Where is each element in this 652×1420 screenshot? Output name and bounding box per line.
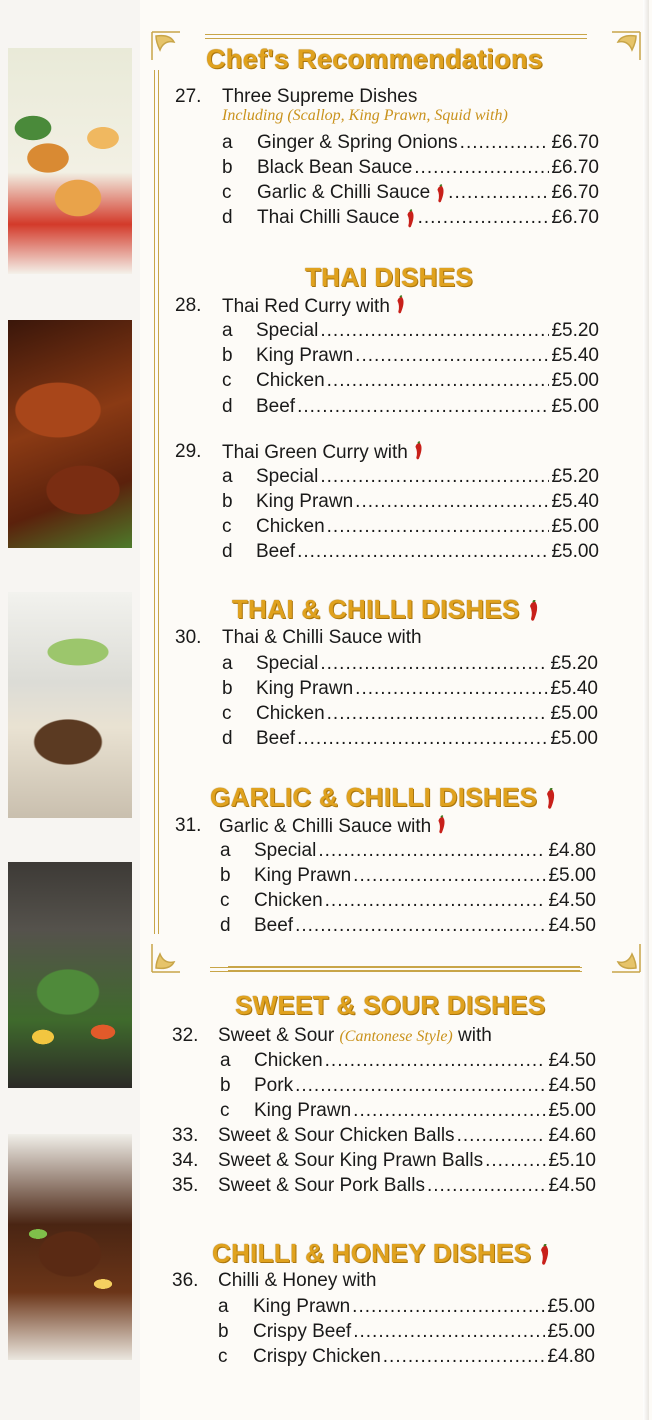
section-title-with-chilli: CHILLI & HONEY DISHES [212, 1238, 551, 1269]
item-name: Sweet & Sour Chicken Balls [218, 1125, 455, 1146]
item-name: Garlic & Chilli Sauce [257, 182, 431, 203]
item-name: Beef [256, 541, 296, 562]
item-price: £4.80 [548, 840, 596, 861]
menu-item [256, 678, 598, 700]
item-price: £4.50 [548, 1050, 596, 1071]
item-price: £5.40 [550, 678, 598, 699]
item-name: Pork [254, 1075, 294, 1096]
menu-item [256, 320, 599, 342]
item-name: Chicken [254, 890, 323, 911]
dish-number: 31. [175, 815, 202, 836]
item-price: £5.10 [548, 1150, 596, 1171]
option-letter: d [222, 207, 233, 228]
item-price: £5.40 [551, 491, 599, 512]
item-name: Beef [256, 396, 296, 417]
item-price: £6.70 [551, 182, 599, 203]
option-letter: b [222, 678, 233, 699]
item-name: Special [256, 466, 319, 487]
item-price: £4.60 [548, 1125, 596, 1146]
item-price: £5.00 [550, 703, 598, 724]
chilli-pepper-icon [434, 184, 446, 204]
option-letter: d [222, 541, 233, 562]
chilli-pepper-icon [543, 788, 557, 810]
item-name: Chicken [256, 703, 325, 724]
item-name: King Prawn [253, 1296, 351, 1317]
section-divider [228, 966, 580, 967]
item-price: £5.00 [551, 396, 599, 417]
page-edge [643, 0, 649, 1420]
stir-fry-vegetables-photo [8, 862, 132, 1088]
menu-item [256, 466, 599, 488]
chilli-pepper-icon [526, 600, 540, 622]
item-name: King Prawn [254, 865, 352, 886]
photo-strip [0, 0, 140, 1420]
menu-item [256, 703, 598, 725]
item-name: Ginger & Spring Onions [257, 132, 458, 153]
chilli-pepper-icon [394, 295, 406, 315]
item-name: King Prawn [256, 345, 354, 366]
item-price: £4.50 [548, 1075, 596, 1096]
item-name: King Prawn [254, 1100, 352, 1121]
item-price: £6.70 [551, 207, 599, 228]
menu-item [256, 491, 599, 513]
item-name: Beef [254, 915, 294, 936]
option-letter: b [222, 157, 233, 178]
item-price: £5.00 [547, 1296, 595, 1317]
menu-item [254, 840, 596, 862]
item-name: Black Bean Sauce [257, 157, 413, 178]
menu-item [257, 157, 599, 179]
item-price: £5.00 [550, 728, 598, 749]
section-title: THAI DISHES [305, 262, 473, 292]
item-name: Thai Chilli Sauce [257, 207, 400, 228]
ribs-photo [8, 320, 132, 548]
dish-name: Chilli & Honey with [218, 1270, 377, 1291]
chilli-pepper-icon [537, 1244, 551, 1266]
option-letter: a [222, 320, 233, 341]
item-price: £5.00 [547, 1321, 595, 1342]
dish-number: 27. [175, 86, 202, 107]
dish-number: 30. [175, 627, 202, 648]
item-price: £5.20 [551, 466, 599, 487]
menu-item [256, 370, 599, 392]
option-letter: a [220, 1050, 231, 1071]
pancake-wraps-photo [8, 592, 132, 818]
item-name: Chicken [256, 516, 325, 537]
chilli-pepper-icon [404, 209, 416, 229]
option-letter: b [222, 345, 233, 366]
option-letter: a [220, 840, 231, 861]
dish-name: Three Supreme Dishes [222, 86, 418, 107]
menu-item [254, 915, 596, 937]
option-letter: a [222, 466, 233, 487]
section-title: Chef's Recommendations [206, 44, 544, 74]
dish-number: 28. [175, 295, 202, 316]
section-title: SWEET & SOUR DISHES [235, 990, 546, 1020]
menu-item [256, 516, 599, 538]
option-letter: b [218, 1321, 229, 1342]
menu-item [256, 653, 598, 675]
item-price: £5.20 [550, 653, 598, 674]
option-letter: c [220, 1100, 230, 1121]
menu-item [253, 1296, 595, 1318]
option-letter: c [222, 370, 232, 391]
menu-item [254, 1050, 596, 1072]
ornament-corner-icon [150, 934, 204, 974]
menu-item [218, 1125, 596, 1147]
item-name: Chicken [254, 1050, 323, 1071]
ornament-corner-icon [588, 30, 642, 70]
option-letter: c [222, 182, 232, 203]
dish-note: Including (Scallop, King Prawn, Squid with) [222, 107, 508, 124]
option-letter: b [220, 1075, 231, 1096]
menu-item [254, 865, 596, 887]
option-letter: b [222, 491, 233, 512]
item-price: £5.00 [551, 370, 599, 391]
item-name: Special [256, 653, 319, 674]
item-price: £4.50 [548, 1175, 596, 1196]
section-title-with-chilli: GARLIC & CHILLI DISHES [210, 782, 557, 813]
section-divider [228, 970, 580, 971]
item-price: £5.00 [548, 1100, 596, 1121]
dish-number: 29. [175, 441, 202, 462]
dish-number: 35. [172, 1175, 199, 1196]
menu-item [256, 728, 598, 750]
spring-rolls-photo [8, 48, 132, 274]
option-letter: b [220, 865, 231, 886]
item-price: £4.50 [548, 890, 596, 911]
dish-name: Thai Red Curry with [222, 295, 406, 318]
dish-number: 36. [172, 1270, 199, 1291]
item-price: £4.80 [547, 1346, 595, 1367]
item-name: Sweet & Sour King Prawn Balls [218, 1150, 484, 1171]
item-name: Crispy Chicken [253, 1346, 381, 1367]
item-name: Special [254, 840, 317, 861]
option-letter: d [220, 915, 231, 936]
menu-item [256, 345, 599, 367]
menu-item [254, 1075, 596, 1097]
option-letter: d [222, 396, 233, 417]
item-name: Sweet & Sour Pork Balls [218, 1175, 425, 1196]
menu-item [254, 890, 596, 912]
menu-item [254, 1100, 596, 1122]
item-price: £6.70 [551, 157, 599, 178]
option-letter: c [220, 890, 230, 911]
option-letter: c [222, 516, 232, 537]
option-letter: a [222, 653, 233, 674]
dish-name: Sweet & Sour (Cantonese Style) with [218, 1025, 492, 1046]
menu-item [218, 1175, 596, 1197]
item-name: King Prawn [256, 491, 354, 512]
option-letter: d [222, 728, 233, 749]
dish-number: 32. [172, 1025, 199, 1046]
menu-item [257, 207, 599, 229]
item-name: Chicken [256, 370, 325, 391]
menu-item [253, 1346, 595, 1368]
menu-item [218, 1150, 596, 1172]
item-price: £5.20 [551, 320, 599, 341]
item-name: King Prawn [256, 678, 354, 699]
menu-item [257, 132, 599, 154]
option-letter: a [218, 1296, 229, 1317]
menu-item [256, 396, 599, 418]
dish-name: Thai Green Curry with [222, 441, 424, 464]
item-price: £5.00 [551, 516, 599, 537]
item-price: £4.50 [548, 915, 596, 936]
menu-item [257, 182, 599, 204]
chilli-pepper-icon [412, 441, 424, 461]
dish-number: 33. [172, 1125, 199, 1146]
item-price: £6.70 [551, 132, 599, 153]
item-price: £5.00 [548, 865, 596, 886]
option-letter: a [222, 132, 233, 153]
chilli-pepper-icon [435, 815, 447, 835]
ornament-corner-icon [588, 934, 642, 974]
dish-style-note: (Cantonese Style) [339, 1028, 453, 1045]
menu-item [253, 1321, 595, 1343]
item-price: £5.40 [551, 345, 599, 366]
item-name: Special [256, 320, 319, 341]
dish-name: Garlic & Chilli Sauce with [219, 815, 447, 838]
item-price: £5.00 [551, 541, 599, 562]
ornament-corner-icon [150, 30, 204, 70]
section-title-with-chilli: THAI & CHILLI DISHES [232, 594, 540, 625]
item-name: Beef [256, 728, 296, 749]
item-name: Crispy Beef [253, 1321, 352, 1342]
option-letter: c [218, 1346, 228, 1367]
dish-number: 34. [172, 1150, 199, 1171]
beef-stir-fry-photo [8, 1134, 132, 1360]
option-letter: c [222, 703, 232, 724]
dish-name: Thai & Chilli Sauce with [222, 627, 422, 648]
menu-item [256, 541, 599, 563]
